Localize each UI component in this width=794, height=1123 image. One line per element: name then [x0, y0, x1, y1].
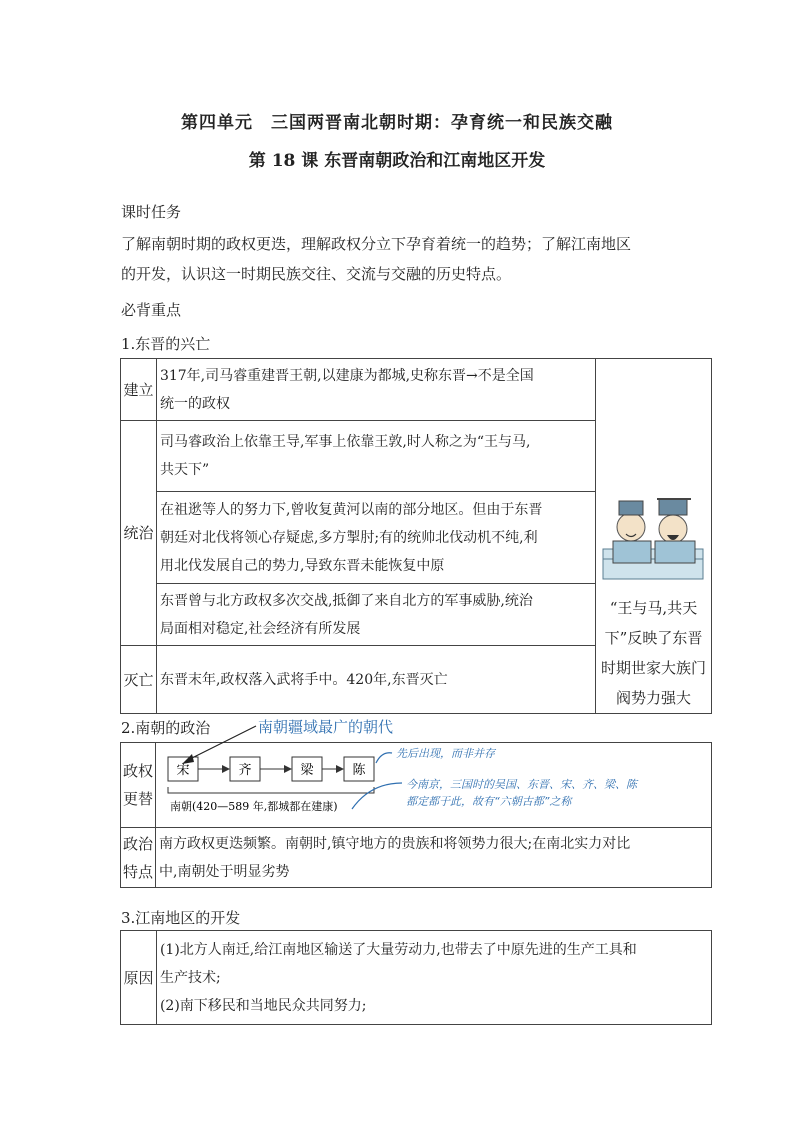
task-text-line-2: 的开发，认识这一时期民族交往、交流与交融的历史特点。 — [121, 265, 512, 283]
row-label-reasons: 原因 — [121, 931, 157, 1025]
svg-text:齐: 齐 — [238, 763, 252, 778]
row-label-political-features: 政治 特点 — [121, 828, 156, 888]
rule-block-3: 东晋曾与北方政权多次交战,抵御了来自北方的军事威胁,统治 局面相对稳定,社会经济有所发展 — [156, 584, 595, 646]
political-features-cell: 南方政权更迭频繁。南朝时,镇守地方的贵族和将领势力很大;在南北实力对比 中,南朝处于明显劣势 — [156, 828, 712, 888]
task-text-line-1: 了解南朝时期的政权更迭，理解政权分立下孕育着统一的趋势；了解江南地区 — [121, 235, 632, 253]
dynasty-box-liang — [292, 757, 322, 781]
bracket-line — [168, 787, 374, 793]
section-3-title: 3.江南地区的开发 — [121, 909, 241, 927]
row-label-fall: 灭亡 — [121, 646, 157, 714]
unit-title: 第四单元 三国两晋南北朝时期：孕育统一和民族交融 — [181, 113, 613, 133]
establish-cell: 317年,司马睿重建晋王朝,以建康为都城,史称东晋→不是全国 统一的政权 — [156, 359, 595, 421]
reasons-cell: (1)北方人南迁,给江南地区输送了大量劳动力,也带去了中原先进的生产工具和 生产技术; (2)南下移民和当地民众共同努力; — [156, 931, 711, 1025]
rule-block-1: 司马睿政治上依靠王导,军事上依靠王敦,时人称之为“王与马, 共天下” — [156, 421, 595, 492]
image-caption-line-4: 阀势力强大 — [615, 689, 691, 707]
section-3-table — [120, 930, 712, 1025]
lesson-title: 第 18 课 东晋南朝政治和江南地区开发 — [248, 151, 546, 171]
note-arrow-1 — [376, 753, 392, 763]
section-1-table — [120, 358, 712, 714]
fall-cell: 东晋末年,政权落入武将手中。420年,东晋灭亡 — [156, 646, 595, 714]
section-1-title: 1.东晋的兴亡 — [121, 335, 211, 353]
note-six-dynasties-line-2: 都定都于此，故有“六朝古都”之称 — [406, 795, 572, 808]
image-caption-line-1: “王与马,共天 — [609, 599, 698, 617]
rule-block-2: 在祖逖等人的努力下,曾收复黄河以南的部分地区。但由于东晋 朝廷对北伐将领心存疑虑,多方掣肘;有的统帅北伐动机不纯,利 用北伐发展自己的势力,导致东晋未能恢复中原 — [156, 492, 595, 584]
note-six-dynasties-line-1: 今南京，三国时的吴国、东晋、宋、齐、梁、陈 — [406, 778, 638, 791]
note-sequential: 先后出现，而非并存 — [396, 747, 496, 760]
bracket-text: 南朝(420—589 年,都城都在建康) — [170, 800, 338, 813]
svg-text:梁: 梁 — [300, 763, 314, 778]
key-heading: 必背重点 — [121, 301, 182, 319]
row-label-rule: 统治 — [121, 421, 157, 646]
svg-text:陈: 陈 — [352, 763, 366, 778]
annotation-largest-territory: 南朝疆域最广的朝代 — [258, 718, 394, 736]
row-label-establish: 建立 — [121, 359, 157, 421]
annotation-arrow — [160, 720, 270, 768]
svg-text:宋: 宋 — [176, 763, 190, 778]
section-2-title: 2.南朝的政治 — [121, 719, 211, 737]
wang-and-ma-illustration — [597, 479, 709, 589]
row-label-succession: 政权 更替 — [121, 743, 156, 828]
image-caption-line-2: 下”反映了东晋 — [604, 629, 703, 647]
note-arrow-2 — [352, 783, 402, 809]
image-cell — [595, 359, 711, 714]
dynasty-box-chen — [344, 757, 374, 781]
image-caption-line-3: 时期世家大族门 — [600, 659, 706, 677]
task-heading: 课时任务 — [121, 203, 182, 221]
